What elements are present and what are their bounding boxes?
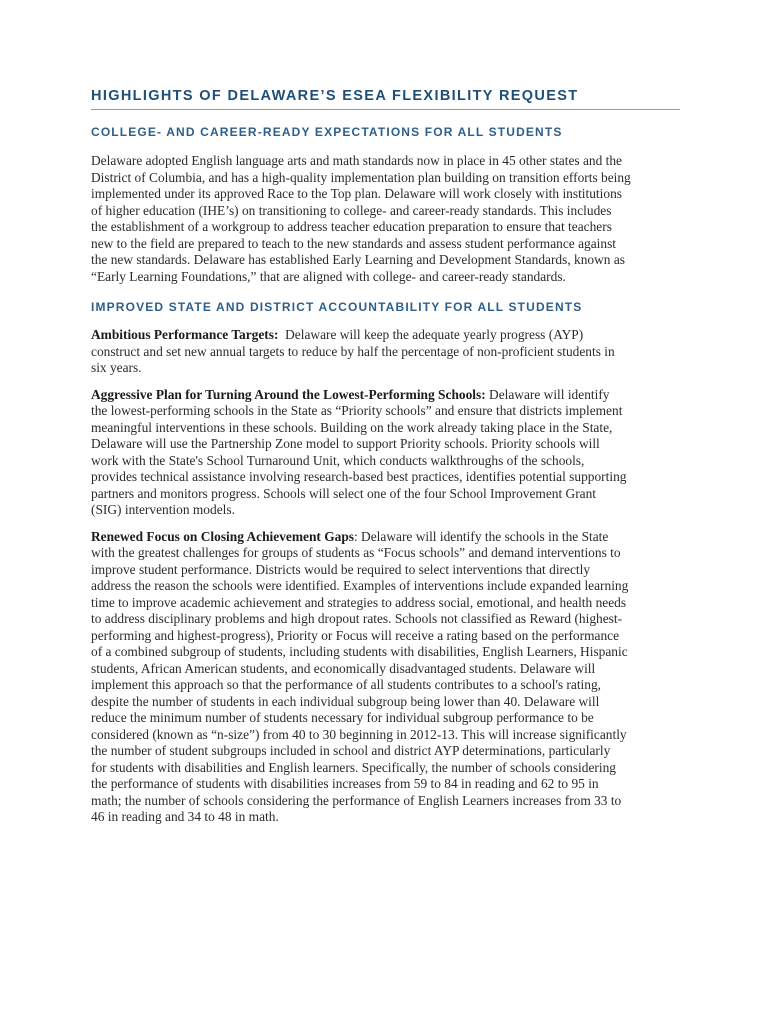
paragraph-achievement-gaps (91, 529, 676, 826)
text-segment: Delaware will identify (485, 386, 610, 402)
text-line: “Early Learning Foundations,” that are aligned with college- and career-ready standards. (91, 268, 566, 284)
document-title: HIGHLIGHTS OF DELAWARE’S ESEA FLEXIBILITY REQUEST (91, 88, 680, 110)
text-line: students, African American students, and economically disadvantaged students. Delaware will (91, 660, 596, 676)
text-line: math; the number of schools considering the performance of English Learners increases from 33 to (91, 792, 622, 808)
text-line: Delaware adopted English language arts and math standards now in place in 45 other states and the (91, 153, 622, 168)
section-heading-accountability: IMPROVED STATE AND DISTRICT ACCOUNTABILITY FOR ALL STUDENTS (91, 300, 583, 314)
text-line: considered (known as “n-size”) from 40 to 30 beginning in 2012-13. This will increase significantly (91, 726, 627, 742)
lead-in-performance-targets: Ambitious Performance Targets: (91, 327, 279, 342)
text-line: performing and highest-progress), Priority or Focus will receive a rating based on the performance (91, 627, 620, 643)
text-line: the lowest-performing schools in the State as “Priority schools” and ensure that districts implement (91, 403, 623, 418)
text-line: with the greatest challenges for groups of students as “Focus schools” and demand interventions to (91, 545, 621, 560)
paragraph-standards (91, 153, 676, 285)
text-line: 46 in reading and 34 to 48 in math. (91, 809, 279, 824)
section-heading-college-career: COLLEGE- AND CAREER-READY EXPECTATIONS FOR ALL STUDENTS (91, 125, 563, 139)
text-line: District of Columbia, and has a high-quality implementation plan building on transition efforts being (91, 169, 631, 185)
text-segment: Delaware will keep the adequate yearly progress (AYP) (278, 327, 584, 342)
text-line: of higher education (IHE’s) on transitioning to college- and career-ready standards. This includes (91, 202, 612, 218)
text-line (91, 387, 676, 404)
text-line: (SIG) intervention models. (91, 502, 235, 517)
text-line (91, 327, 676, 344)
text-line: construct and set new annual targets to reduce by half the percentage of non-proficient students in (91, 343, 615, 359)
text-line: reduce the minimum number of students necessary for individual subgroup performance to be (91, 710, 594, 725)
text-line: to address disciplinary problems and high dropout rates. Schools not classified as Reward (highest- (91, 611, 623, 626)
lead-in-turnaround-plan: Aggressive Plan for Turning Around the Lowest-Performing Schools: (91, 386, 486, 402)
text-line: provides technical assistance involving research-based best practices, identifies potential supporting (91, 469, 627, 484)
text-line: work with the State's School Turnaround Unit, which conducts walkthroughs of the schools, (91, 452, 585, 468)
text-line: new to the field are prepared to teach to the new standards and assess student performance against (91, 235, 617, 251)
text-line: of a combined subgroup of students, including students with disabilities, English Learners, Hispanic (91, 644, 628, 659)
text-line: despite the number of students in each individual subgroup being lower than 40. Delaware will (91, 693, 600, 709)
text-line: meaningful interventions in these schools. Building on the work already taking place in the State, (91, 419, 613, 435)
text-line: the number of student subgroups included in school and district AYP determinations, particularly (91, 743, 611, 758)
text-line: partners and monitors progress. Schools will select one of the four School Improvement Grant (91, 485, 597, 501)
paragraph-turnaround-plan (91, 387, 676, 519)
paragraph-performance-targets (91, 327, 676, 377)
text-line: Delaware will use the Partnership Zone model to support Priority schools. Priority schools will (91, 436, 600, 451)
text-line: six years. (91, 360, 142, 375)
text-segment: : Delaware will identify the schools in the State (353, 528, 609, 544)
text-line: the performance of students with disabilities increases from 59 to 84 in reading and 62 to 95 in (91, 776, 599, 791)
text-line: implemented under its approved Race to the Top plan. Delaware will work closely with institutions (91, 186, 622, 201)
text-line: for students with disabilities and English learners. Specifically, the number of schools considering (91, 759, 616, 775)
text-line: the new standards. Delaware has established Early Learning and Development Standards, known as (91, 252, 625, 267)
text-line: improve student performance. Districts would be required to select interventions that directly (91, 561, 591, 577)
text-line: address the reason the schools were identified. Examples of interventions include expanded learning (91, 578, 629, 593)
text-line (91, 529, 676, 546)
lead-in-achievement-gaps: Renewed Focus on Closing Achievement Gaps (91, 528, 354, 544)
text-line: time to improve academic achievement and strategies to address social, emotional, and health needs (91, 594, 627, 610)
text-line: the establishment of a workgroup to address teacher education preparation to ensure that teachers (91, 219, 612, 234)
text-line: implement this approach so that the performance of all students contributes to a school's rating, (91, 677, 602, 692)
